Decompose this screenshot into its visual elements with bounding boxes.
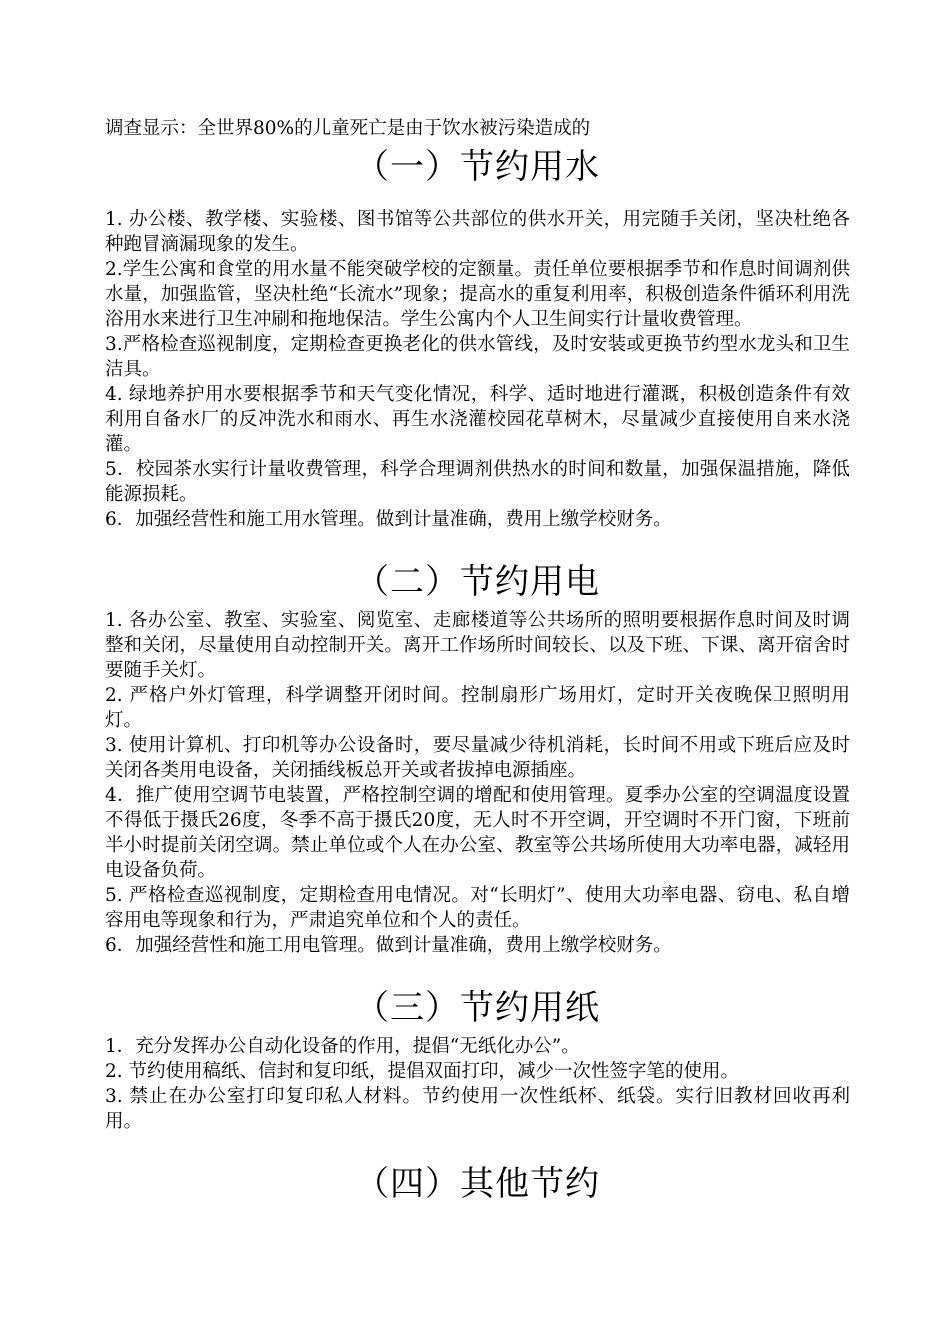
section-title-paper: （三）节约用纸 [355, 988, 600, 1028]
water-item-2: 2.学生公寓和食堂的用水量不能突破学校的定额量。责任单位要根据季节和作息时间调剂供水量，加强监管，坚决杜绝“长流水”现象；提高水的重复利用率，积极创造条件循环利用洗浴用水来进行卫生冲刷和拖地保洁。学生公寓内个人卫生间实行计量收费管理。 [105, 259, 850, 330]
paper-item-2: 2. 节约使用稿纸、信封和复印纸，提倡双面打印，减少一次性签字笔的使用。 [105, 1061, 740, 1082]
electricity-item-6: 6．加强经营性和施工用电管理。做到计量准确，费用上缴学校财务。 [105, 935, 672, 956]
electricity-item-5: 5. 严格检查巡视制度，定期检查用电情况。对“长明灯”、使用大功率电器、窃电、私自增容用电等现象和行为，严肃追究单位和个人的责任。 [105, 885, 850, 931]
paper-item-3: 3. 禁止在办公室打印复印私人材料。节约使用一次性纸杯、纸袋。实行旧教材回收再利用。 [105, 1086, 850, 1132]
water-item-5: 5．校园茶水实行计量收费管理，科学合理调剂供热水的时间和数量，加强保温措施，降低能源损耗。 [105, 459, 850, 505]
section-title-electricity: （二）节约用电 [355, 562, 600, 602]
section-water-body [105, 207, 850, 532]
electricity-item-1: 1. 各办公室、教室、实验室、阅览室、走廊楼道等公共场所的照明要根据作息时间及时调整和关闭，尽量使用自动控制开关。离开工作场所时间较长、以及下班、下课、离开宿舍时要随手关灯。 [105, 610, 850, 681]
electricity-item-4: 4．推广使用空调节电装置，严格控制空调的增配和使用管理。夏季办公室的空调温度设置不得低于摄氏26度，冬季不高于摄氏20度，无人时不开空调，开空调时不开门窗，下班前半小时提前关闭空调。禁止单位或个人在办公室、教室等公共场所使用大功率电器，减轻用电设备负荷。 [105, 785, 850, 881]
water-item-3: 3.严格检查巡视制度，定期检查更换老化的供水管线，及时安装或更换节约型水龙头和卫生洁具。 [105, 334, 850, 380]
section-title-water: （一）节约用水 [355, 147, 600, 187]
electricity-item-3: 3. 使用计算机、打印机等办公设备时，要尽量减少待机消耗，长时间不用或下班后应及时关闭各类用电设备，关闭插线板总开关或者拔掉电源插座。 [105, 735, 850, 781]
document-page [105, 116, 850, 1210]
water-item-1: 1. 办公楼、教学楼、实验楼、图书馆等公共部位的供水开关，用完随手关闭，坚决杜绝各种跑冒滴漏现象的发生。 [105, 209, 850, 255]
section-paper-body [105, 1034, 850, 1134]
section-title-other: （四）其他节约 [355, 1164, 600, 1204]
section-electricity-body [105, 608, 850, 958]
water-item-6: 6．加强经营性和施工用水管理。做到计量准确，费用上缴学校财务。 [105, 509, 672, 530]
electricity-item-2: 2. 严格户外灯管理，科学调整开闭时间。控制扇形广场用灯，定时开关夜晚保卫照明用灯。 [105, 685, 850, 731]
intro-line: 调查显示：全世界80%的儿童死亡是由于饮水被污染造成的 [105, 118, 591, 139]
water-item-4: 4. 绿地养护用水要根据季节和天气变化情况，科学、适时地进行灌溉，积极创造条件有效利用自备水厂的反冲洗水和雨水、再生水浇灌校园花草树木，尽量减少直接使用自来水浇灌。 [105, 384, 850, 455]
paper-item-1: 1．充分发挥办公自动化设备的作用，提倡“无纸化办公”。 [105, 1036, 580, 1057]
